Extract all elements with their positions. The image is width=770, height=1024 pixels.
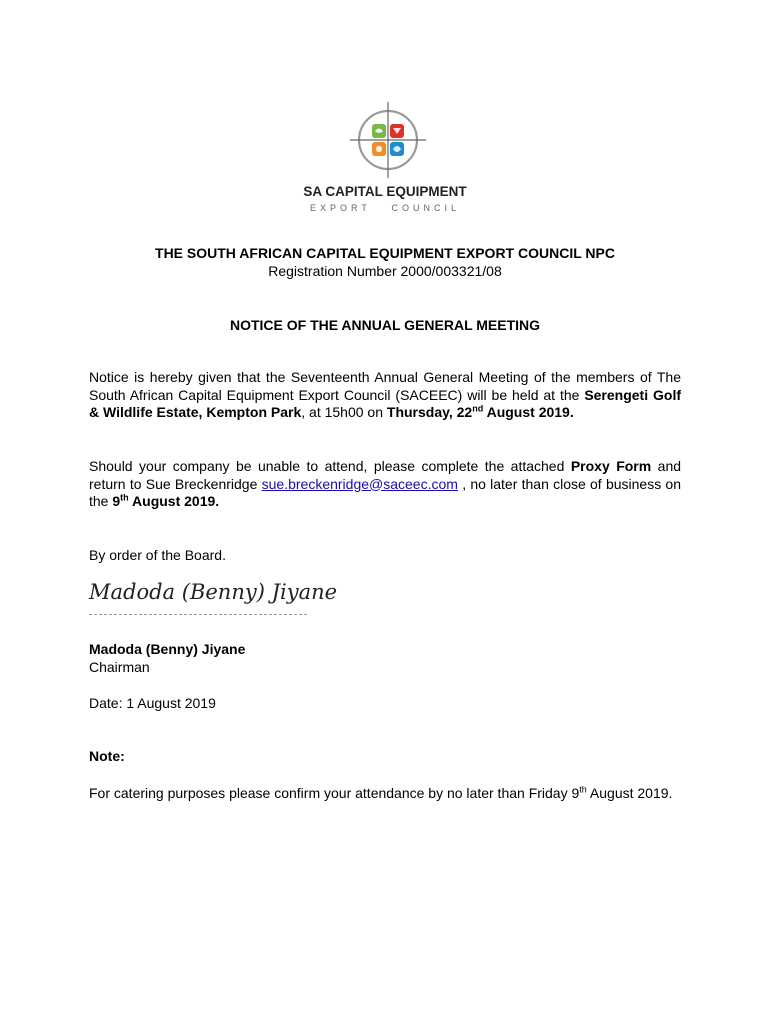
notice-intro: Notice is hereby given that the Seventeenth Annual General Meeting of the members of The South African Capital Equipment Export Council (SACEEC) will be held at the — [89, 369, 681, 403]
deadline-month-year: August 2019. — [132, 493, 220, 509]
proxy-text-1: Should your company be unable to attend, please complete the attached — [89, 458, 565, 474]
meeting-day — [387, 404, 574, 420]
proxy-paragraph — [89, 458, 681, 511]
saceec-logo-icon — [348, 100, 428, 180]
deadline-day: 9 — [112, 493, 121, 509]
note-label: Note: — [89, 748, 125, 764]
meeting-venue: Serengeti Golf & Wildlife Estate, Kempton Park — [89, 386, 681, 420]
meeting-year: 2019. — [538, 404, 574, 420]
by-order-text: By order of the Board. — [89, 547, 226, 563]
logo-name: SA CAPITAL EQUIPMENT — [303, 184, 467, 199]
note-text — [89, 784, 689, 802]
note-text-1: For catering purposes please confirm your attendance by no later than Friday 9 — [89, 785, 580, 801]
notice-title: NOTICE OF THE ANNUAL GENERAL MEETING — [229, 317, 541, 333]
logo-glyph-3 — [376, 146, 382, 152]
signer-role: Chairman — [89, 659, 150, 675]
deadline-day-suffix: th — [120, 492, 129, 503]
meeting-day-text: Thursday, 22 — [386, 404, 473, 420]
signer-name: Madoda (Benny) Jiyane — [89, 641, 246, 657]
contact-email-link[interactable]: sue.breckenridge@saceec.com — [261, 475, 458, 492]
meeting-month: August — [486, 404, 535, 420]
logo-subtitle: EXPORT COUNCIL — [310, 203, 460, 213]
meeting-notice-paragraph — [89, 369, 681, 422]
deadline-date — [112, 493, 219, 509]
signature-line — [89, 614, 307, 615]
document-date: Date: 1 August 2019 — [89, 695, 216, 711]
note-text-2: August 2019. — [589, 785, 673, 801]
meeting-time: , at 15h00 on — [301, 404, 383, 420]
proxy-text-2: and return to Sue Breckenridge — [89, 458, 682, 492]
meeting-day-suffix: nd — [472, 403, 484, 414]
proxy-form-label: Proxy Form — [570, 458, 652, 474]
handwritten-signature: Madoda (Benny) Jiyane — [89, 580, 338, 604]
company-name: THE SOUTH AFRICAN CAPITAL EQUIPMENT EXPORT COUNCIL NPC — [155, 245, 615, 261]
proxy-text-3: , no later than close of business on the — [89, 475, 682, 509]
registration-number: Registration Number 2000/003321/08 — [268, 263, 502, 279]
note-date-suffix: th — [579, 784, 587, 795]
